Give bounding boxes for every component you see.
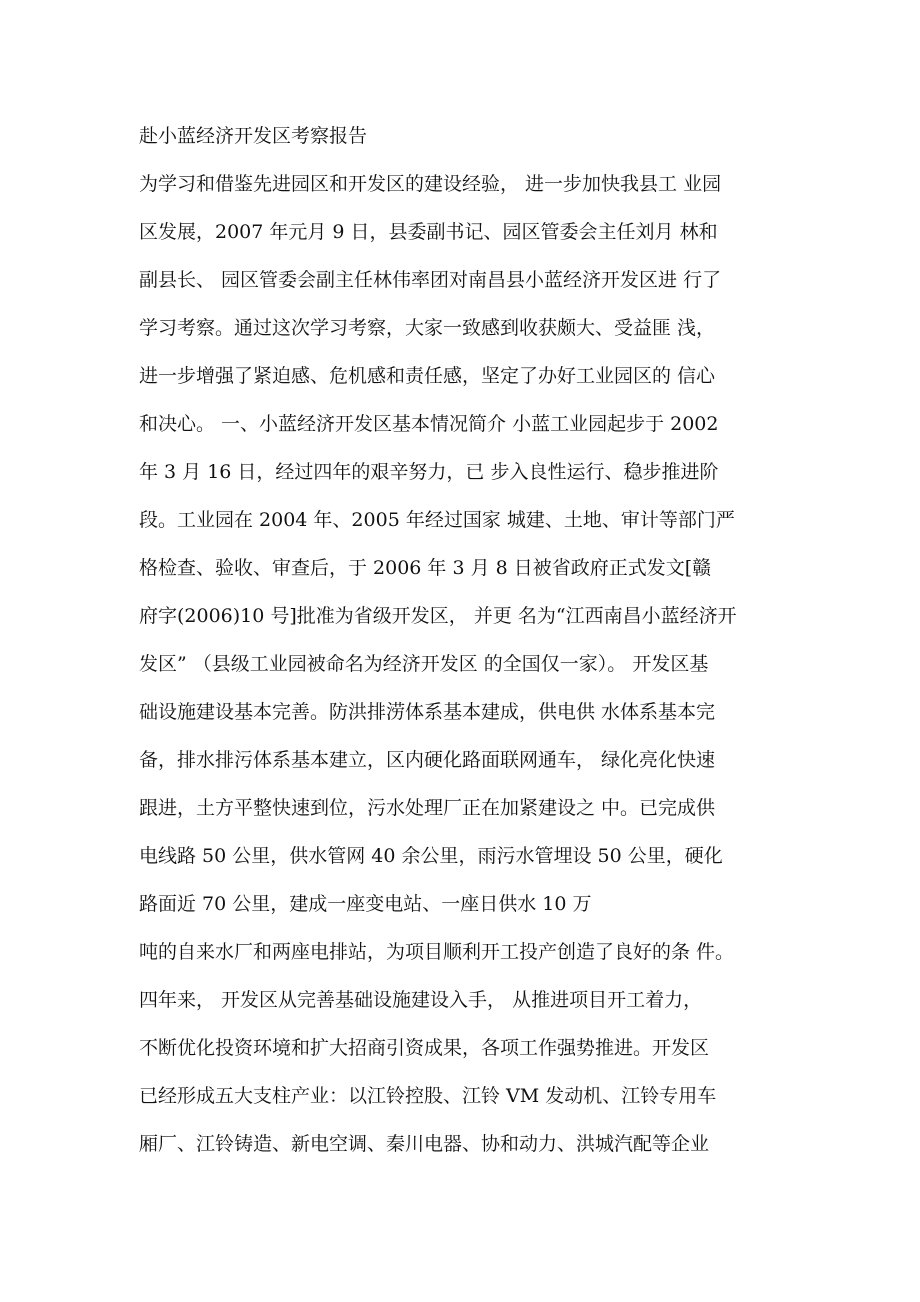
body-line-1: 为学习和借鉴先进园区和开发区的建设经验， 进一步加快我县工 业园 bbox=[139, 173, 722, 195]
body-line-21: 厢厂、江铃铸造、新电空调、秦川电器、协和动力、洪城汽配等企业 bbox=[139, 1133, 710, 1155]
body-line-6: 和决心。 一、小蓝经济开发区基本情况简介 小蓝工业园起步于 2002 bbox=[139, 413, 719, 435]
body-line-4: 学习考察。通过这次学习考察，大家一致感到收获颇大、受益匪 浅， bbox=[139, 317, 716, 339]
body-line-17: 吨的自来水厂和两座电排站，为项目顺利开工投产创造了良好的条 件。 bbox=[139, 941, 735, 963]
body-line-19: 不断优化投资环境和扩大招商引资成果，各项工作强势推进。开发区 bbox=[139, 1037, 710, 1059]
body-line-7: 年 3 月 16 日，经过四年的艰辛努力，已 步入良性运行、稳步推进阶 bbox=[139, 461, 719, 483]
body-line-5: 进一步增强了紧迫感、危机感和责任感，坚定了办好工业园区的 信心 bbox=[139, 365, 716, 387]
body-line-20: 已经形成五大支柱产业：以江铃控股、江铃 VM 发动机、江铃专用车 bbox=[139, 1085, 717, 1107]
body-line-12: 础设施建设基本完善。防洪排涝体系基本建成，供电供 水体系基本完 bbox=[139, 701, 716, 723]
body-line-3: 副县长、 园区管委会副主任林伟率团对南昌县小蓝经济开发区进 行了 bbox=[139, 269, 722, 291]
body-line-11: 发区” （县级工业园被命名为经济开发区 的全国仅一家）。 开发区基 bbox=[139, 653, 709, 675]
body-line-9: 格检查、验收、审查后，于 2006 年 3 月 8 日被省政府正式发文[赣 bbox=[139, 557, 712, 579]
body-line-13: 备，排水排污体系基本建立，区内硬化路面联网通车， 绿化亮化快速 bbox=[139, 749, 716, 771]
body-line-18: 四年来， 开发区从完善基础设施建设入手， 从推进项目开工着力， bbox=[139, 989, 703, 1011]
body-line-14: 跟进，土方平整快速到位，污水处理厂正在加紧建设之 中。已完成供 bbox=[139, 797, 716, 819]
document-title: 赴小蓝经济开发区考察报告 bbox=[139, 125, 368, 147]
body-line-2: 区发展，2007 年元月 9 日，县委副书记、园区管委会主任刘月 林和 bbox=[139, 221, 718, 243]
body-line-8: 段。工业园在 2004 年、2005 年经过国家 城建、土地、审计等部门严 bbox=[139, 509, 735, 531]
body-line-16: 路面近 70 公里，建成一座变电站、一座日供水 10 万 bbox=[139, 893, 592, 915]
body-line-15: 电线路 50 公里，供水管网 40 余公里，雨污水管埋设 50 公里，硬化 bbox=[139, 845, 723, 867]
body-line-10: 府字(2006)10 号]批准为省级开发区， 并更 名为“江西南昌小蓝经济开 bbox=[139, 605, 737, 627]
